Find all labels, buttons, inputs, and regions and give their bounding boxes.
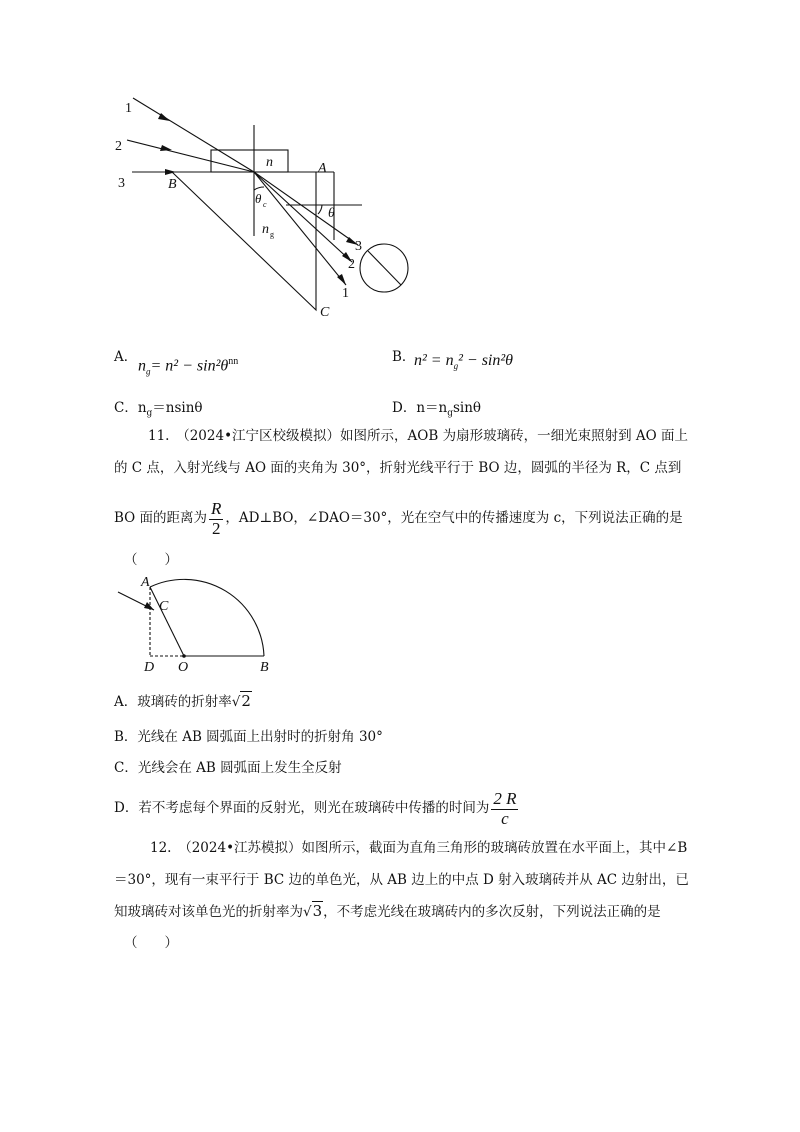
- q10-c-text: C．n: [114, 400, 147, 416]
- q10-option-c[interactable]: [114, 396, 203, 419]
- q11-a-sqrt: √2: [231, 692, 251, 710]
- theta-label: θ: [328, 206, 335, 221]
- q10-option-b-formula: [414, 352, 513, 371]
- q12-answer-paren: （ ）: [124, 935, 178, 951]
- theta-c-label: θ: [255, 191, 262, 206]
- sector-point-O: O: [178, 660, 189, 675]
- q12-line-2: ＝30°，现有一束平行于 BC 边的单色光，从 AB 边上的中点 D 射入玻璃砖并从 AC 边射出，已: [114, 872, 689, 888]
- q12-line-3-pre: 知玻璃砖对该单色光的折射率为: [114, 904, 303, 920]
- q10-c-sub: g: [146, 408, 153, 419]
- q11-option-d[interactable]: [114, 790, 520, 828]
- q11-option-b[interactable]: B．光线在 AB 圆弧面上出射时的折射角 30°: [114, 729, 383, 745]
- q11-option-a[interactable]: [114, 694, 252, 710]
- figure-sector-glass: [100, 570, 300, 675]
- q11-line-3: [114, 500, 683, 538]
- prism-outline: [172, 172, 316, 310]
- ng-sub: g: [270, 230, 274, 239]
- figure-prism-rays: [0, 0, 800, 340]
- sector-point-A: A: [141, 575, 150, 590]
- q10-option-a[interactable]: [114, 345, 137, 365]
- sector-point-B: B: [260, 660, 269, 675]
- q11-option-c[interactable]: C．光线会在 AB 圆弧面上发生全反射: [114, 760, 342, 776]
- point-B-label: B: [168, 177, 177, 192]
- q10-c-rest: ＝nsinθ: [152, 400, 203, 416]
- sector-point-C: C: [159, 599, 169, 614]
- q11-d-num: 2 R: [493, 789, 517, 808]
- q10-d-rest: sinθ: [452, 400, 482, 416]
- ray-label-2: 2: [115, 139, 122, 154]
- q11-line-2: 的 C 点，入射光线与 AO 面的夹角为 30°，折射光线平行于 BO 边，圆弧的半径为 R，C 点到: [114, 460, 682, 476]
- ray-1-in: [133, 98, 254, 172]
- q11-line-3-post: ，AD⊥BO，∠DAO＝30°，光在空气中的传播速度为 c，下列说法正确的是: [225, 510, 683, 527]
- q11-frac-num: R: [211, 499, 222, 518]
- exit-label-1: 1: [342, 286, 349, 301]
- q11-fraction-r-over-2: [209, 500, 223, 538]
- ray-2-in: [127, 140, 254, 172]
- q10-b-rest: ² − sin²θ: [458, 352, 514, 369]
- q11-a-text: A．玻璃砖的折射率: [114, 694, 232, 710]
- medium-n-label: n: [266, 155, 273, 170]
- q10-option-d[interactable]: [392, 396, 481, 419]
- q11-d-fraction: [491, 790, 518, 828]
- point-C-label: C: [320, 305, 330, 320]
- q12-line-1: 12. （2024•江苏模拟）如图所示，截面为直角三角形的玻璃砖放置在水平面上，其中∠B: [150, 840, 688, 856]
- q12-line-3-post: ，不考虑光线在玻璃砖内的多次反射，下列说法正确的是: [323, 904, 661, 920]
- q10-option-a-letter: A．: [114, 349, 138, 365]
- q10-d-sub: g: [447, 408, 453, 419]
- q11-line-3-pre: BO 面的距离为: [114, 510, 208, 527]
- point-A-label: A: [318, 161, 327, 176]
- q10-d-text: D．n＝n: [392, 400, 448, 416]
- q10-b-lhs: n² = n: [414, 352, 454, 369]
- q10-option-b[interactable]: [392, 345, 415, 365]
- ray-2-out: [254, 172, 352, 262]
- q10-b-sub: g: [453, 361, 459, 372]
- q10-a-lhs-sub: g: [146, 366, 151, 377]
- q10-a-rest: = n² − sin²θ: [150, 357, 229, 375]
- ray-label-3: 3: [118, 176, 125, 191]
- q11-d-text: D．若不考虑每个界面的反射光，则光在玻璃砖中传播的时间为: [114, 800, 490, 817]
- q11-frac-den: 2: [211, 518, 221, 538]
- q10-option-b-letter: B．: [392, 349, 416, 365]
- q11-answer-paren: （ ）: [124, 552, 178, 568]
- q11-d-den: c: [501, 808, 509, 828]
- q10-option-a-formula: [138, 356, 238, 377]
- q12-line-3: [114, 904, 661, 920]
- theta-c-sub: c: [263, 200, 267, 209]
- sector-point-D: D: [144, 660, 155, 675]
- ng-label: n: [262, 222, 269, 237]
- exit-label-3: 3: [355, 239, 362, 254]
- q10-a-suffix: nn: [228, 356, 239, 367]
- q12-sqrt: √3: [303, 902, 323, 920]
- exit-label-2: 2: [348, 257, 355, 272]
- q11-a-radicand: 2: [241, 692, 251, 710]
- ray-label-1: 1: [125, 101, 132, 116]
- q10-a-lhs: n: [138, 357, 146, 375]
- q12-radicand: 3: [312, 902, 323, 920]
- q11-line-1: 11. （2024•江宁区校级模拟）如图所示，AOB 为扇形玻璃砖，一细光束照射到 AO 面上: [148, 428, 688, 444]
